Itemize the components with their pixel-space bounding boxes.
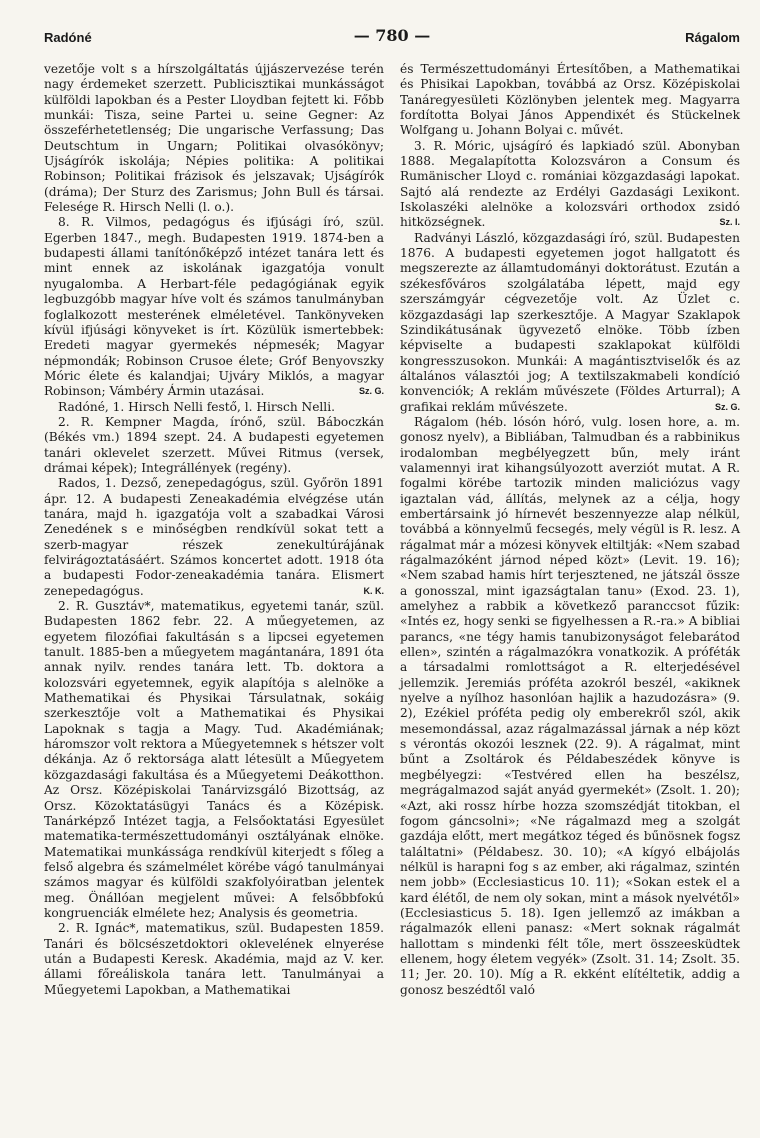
- left-column: [44, 62, 384, 998]
- page-number: — 780 —: [353, 26, 431, 45]
- two-column-body: [44, 62, 740, 998]
- dictionary-entry: [400, 415, 740, 998]
- dictionary-entry: [44, 921, 384, 998]
- continued-entry-text: [400, 62, 740, 139]
- dictionary-entry: [44, 400, 384, 415]
- dictionary-entry: [400, 139, 740, 231]
- entry-text: 2. R. Gusztáv*, matematikus, egyetemi tanár, szül. Budapesten 1862 febr. 22. A műegyetemen, az egyetem filozófiai fakultásán s a lipcsei egyetemen tanult. 1885-ben a műegyetem magántanára, 1891 óta annak nyilv. rendes tanára lett. Tb. doktora a kolozsvári egyetemnek, egyik alapítója s alelnöke a Mathematikai és Physikai Társulatnak, sokáig szerkesztője volt a Mathematikai és Physikai Lapoknak s tagja a Magy. Tud. Akadémiának; háromszor volt rektora a Műegyetemnek s hétszer volt dékánja. Az ő rektorsága alatt létesült a Műegyetem közgazdasági fakultása és a Műegyetemi Deákotthon. Az Orsz. Középiskolai Tanárvizsgáló Bizottság, az Orsz. Közoktatásügyi Tanács és a Középisk. Tanárképző Intézet tagja, a Felsőoktatási Egyesület matematika-természettudományi osztályának elnöke. Matematikai munkássága rendkívül kiterjedt s főleg a felső algebra és számelmélet körébe vágó tanulmányai számos magyar és külföldi szakfolyóiratban jelentek meg. Önállóan megjelent művei: A felsőbbfokú kongruenciák elmélete hez; Analysis és geometria.: [44, 599, 384, 920]
- entry-text: Rágalom (héb. lósón hóró, vulg. losen hore, a. m. gonosz nyelv), a Bibliában, Talmudban és a rabbinikus irodalomban megbélyegzett bűn, mely iránt valamennyi irat kihangsúlyozott averziót mutat. A R. fogalmi körébe tartozik minden maliciózus vagy igaztalan vád, állítás, melynek az a célja, hogy embertársaink jó hírnevét beszennyezze alap nélkül, továbbá a könnyelmű fecsegés, mely végül is R. lesz. A rágalmat már a mózesi könyvek eltiltják: «Nem szabad rágalmazóként járnod néped közt» (Levit. 19. 16); «Nem szabad hamis hírt terjesztened, ne játszál össze a gonosszal, mint igazságtalan tanu» (Exod. 23. 1), amelyhez a rabbik a következő paranccsot fűzik: «Intés ez, hogy senki se figyelhessen a R.-ra.» A bibliai parancs, «ne tégy hamis tanubizonyságot felebarátod ellen», szintén a rágalmazókra vonatkozik. A próféták a társadalmi romlottságot a R. elterjedésével jellemzik. Jeremiás próféta azokról beszél, «akiknek nyelve a nyílhoz hasonlóan hajlik a hazudozásra» (9. 2), Ezékiel próféta pedig oly emberekről szól, akik mesemondással, azaz rágalmazással járnak a nép közt s vérontás okozói lesznek (22. 9). A rágalmat, mint bűnt a Zsoltárok és Példabeszédek könyve is megbélyegzi: «Testvéred ellen ha beszélsz, megrágalmazod saját anyád gyermekét» (Zsolt. 1. 20); «Azt, aki rossz hírbe hozza szomszédját titokban, el fogom gáncsolni»; «Ne rágalmazd meg a szolgát gazdája előtt, mert megátkoz téged és bűnösnek fogsz találtatni» (Példabesz. 30. 10); «A kígyó elbájolás nélkül is harapni fog s az ember, aki rágalmaz, szintén nem jobb» (Ecclesiasticus 10. 11); «Sokan estek el a kard élétől, de nem oly sokan, mint a mások nyelvétől» (Ecclesiasticus 5. 18). Igen jellemző az imákban a rágalmazók elleni panasz: «Mert soknak rágalmát hallottam s mindenki félt tőle, mert összeesküdtek ellenem, hogy életem vegyék» (Zsolt. 31. 14; Zsolt. 35. 11; Jer. 20. 10). Míg a R. ekként elítéltetik, addig a gonosz beszédtől való: [400, 414, 740, 997]
- continued-entry-text: [44, 62, 384, 215]
- author-signature: Sz. G.: [358, 386, 384, 397]
- entry-text: Rados, 1. Dezső, zenepedagógus, szül. Győrön 1891 ápr. 12. A budapesti Zeneakadémia elvégzése után tanára, majd h. igazgatója volt a szabadkai Városi Zenedének s e minőségben rendkívül sokat tett a szerb-magyar részek zenekultúrájának felvirágoztatásáért. Számos koncertet adott. 1918 óta a budapesti Fodor-zeneakadémia tanára. Elismert zenepedagógus.: [44, 476, 384, 598]
- dictionary-entry: [44, 599, 384, 921]
- entry-text: Radványi László, közgazdasági író, szül. Budapesten 1876. A budapesti egyetemen jogot hallgatott és megszerezte az államtudományi doktorátust. Ezután a székesfőváros szolgálatába lépett, majd egy szerszámgyár cégvezetője volt. Az Üzlet c. közgazdasági lap szerkesztője. A Magyar Szaklapok Szindikátusának ügyvezető elnöke. Több ízben képviselte a budapesti szaklapokat külföldi kongresszusokon. Munkái: A magántisztviselők és az általános választói jog; A textilszakmabeli kondíció konvenciók; A reklám művészete (Földes Arturral); A grafikai reklám művészete.: [400, 230, 740, 414]
- author-signature: Sz. G.: [714, 401, 740, 412]
- author-signature: K. K.: [363, 585, 384, 596]
- entry-text: és Természettudományi Értesítőben, a Mathematikai és Phisikai Lapokban, továbbá az Orsz. Középiskolai Tanáregyesületi Közlönyben jelentek meg. Magyarra fordította Bolyai János Appendixét és Stückelnek Wolfgang u. Johann Bolyai c. művét.: [400, 62, 740, 138]
- entry-text: 3. R. Móric, ujságíró és lapkiadó szül. Abonyban 1888. Megalapította Kolozsváron a Consum és Rumänischer Lloyd c. romániai közgazdasági lapokat. Sajtó alá rendezte az Erdélyi Gazdasági Lexikont. Iskolaszéki alelnöke a kolozsvári orthodox zsidó hitközségnek.: [400, 138, 740, 230]
- header-left-keyword: Radóné: [44, 30, 92, 45]
- entry-text: 2. R. Kempner Magda, írónő, szül. Báboczkán (Békés vm.) 1894 szept. 24. A budapesti egyetemen tanári oklevelet szerzett. Művei Ritmus (versek, drámai képek); Integrállények (regény).: [44, 414, 384, 475]
- author-signature: Sz. I.: [719, 217, 740, 228]
- entry-text: 8. R. Vilmos, pedagógus és ifjúsági író, szül. Egerben 1847., megh. Budapesten 1919. 1874-ben a budapesti állami tanítónőképző intézet tanára lett és mint ennek az iskolának igazgatója vonult nyugalomba. A Herbart-féle pedagógiának egyik legbuzgóbb magyar híve volt és számos tanulmányban foglalkozott mesterének elméletével. Tankönyveken kívül ifjúsági könyveket is írt. Közülük ismertebbek: Eredeti magyar gyermekés népmesék; Magyar népmondák; Robinson Crusoe élete; Gróf Benyovszky Móric élete és kalandjai; Ujváry Miklós, a magyar Robinson; Vámbéry Ármin utazásai.: [44, 215, 384, 399]
- entry-text: 2. R. Ignác*, matematikus, szül. Budapesten 1859. Tanári és bölcsészetdoktori oklevelének elnyerése után a Budapesti Keresk. Akadémia, majd az V. ker. állami főreáliskola tanára lett. Tanulmányai a Műegyetemi Lapokban, a Mathematikai: [44, 921, 384, 997]
- entry-text: vezetője volt s a hírszolgáltatás újjászervezése terén nagy érdemeket szerzett. Publicisztikai munkásságot külföldi lapokban és a Pester Lloydban fejtett ki. Főbb munkái: Tisza, seine Partei u. seine Gegner: Az összeférhetetlenség; Die ungarische Verfassung; Das Deutschtum in Ungarn; Politikai olvasókönyv; Ujságírók iskolája; Népies politika: A politikai Robinson; Politikai frázisok és jelszavak; Ujságírók (dráma); Der Sturz des Zarismus; John Bull és társai. Felesége R. Hirsch Nelli (l. o.).: [44, 62, 384, 215]
- dictionary-entry: [44, 215, 384, 399]
- right-column: [400, 62, 740, 998]
- entry-text: Radóné, 1. Hirsch Nelli festő, l. Hirsch Nelli.: [58, 399, 335, 414]
- page-header: [44, 26, 740, 50]
- dictionary-entry: [44, 476, 384, 599]
- dictionary-entry: [44, 415, 384, 476]
- header-right-keyword: Rágalom: [685, 30, 740, 45]
- dictionary-entry: [400, 231, 740, 415]
